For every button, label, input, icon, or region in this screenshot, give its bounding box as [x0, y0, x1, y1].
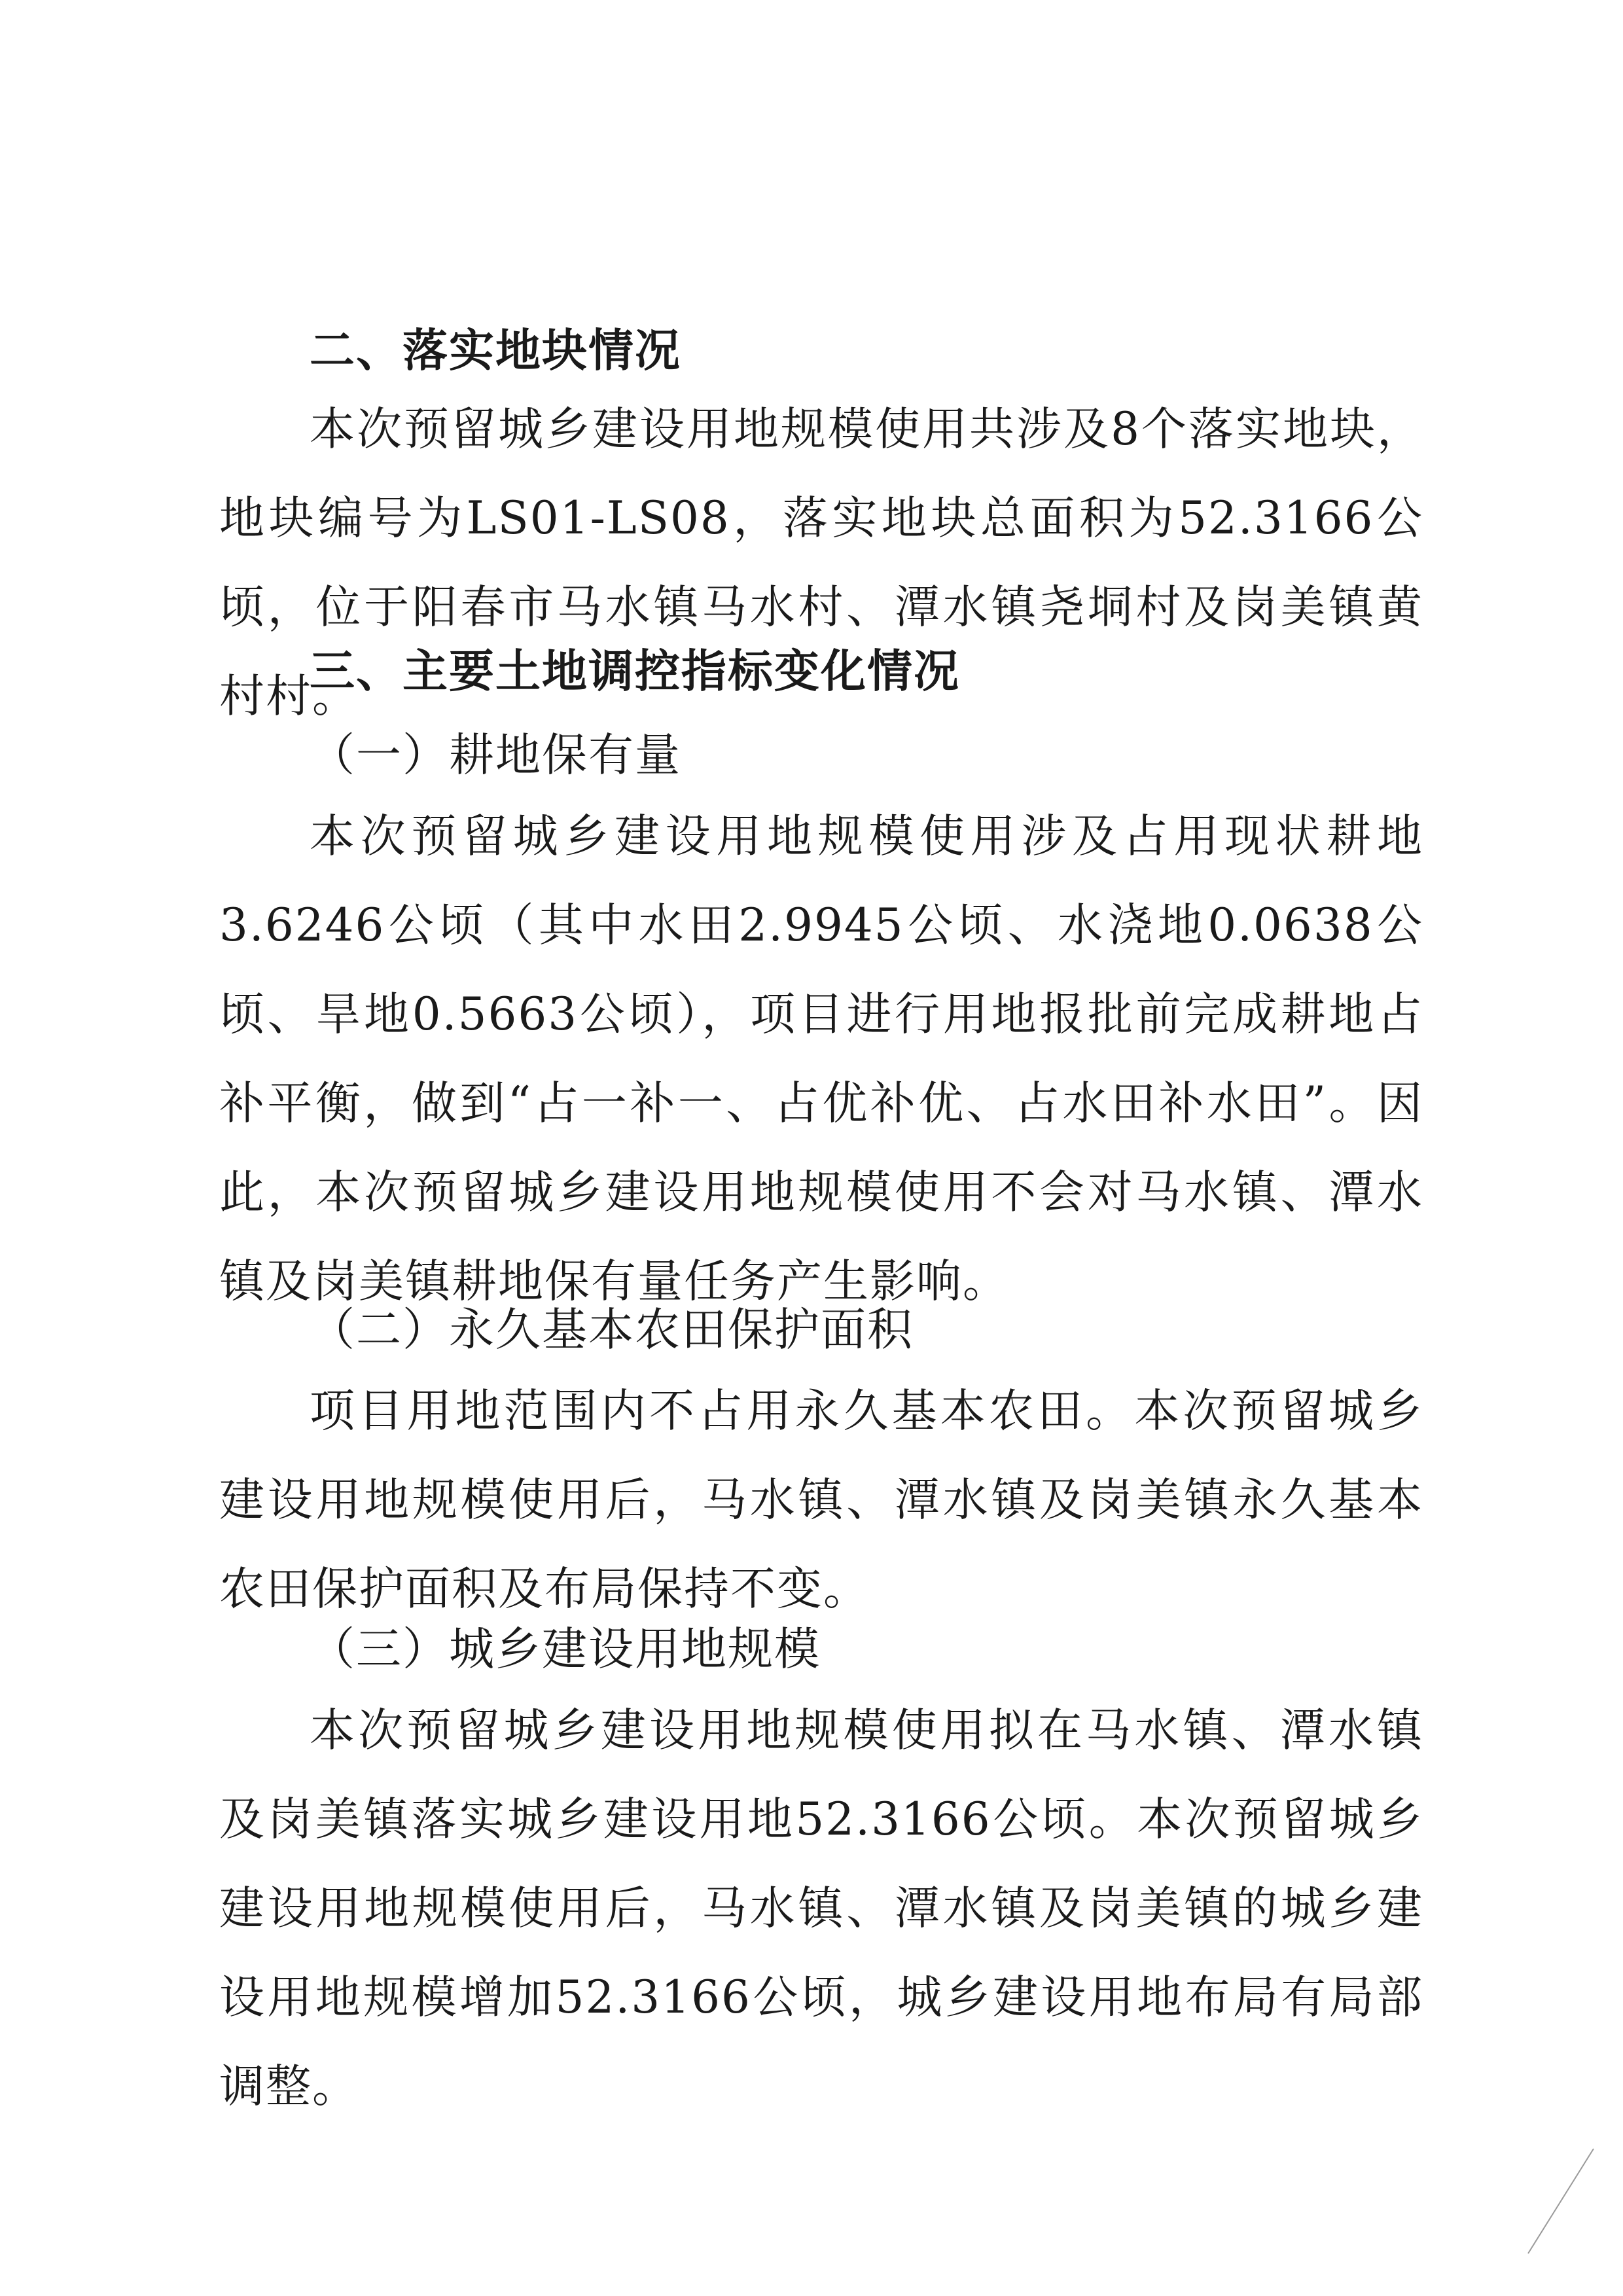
subsection-title-2: （二）永久基本农田保护面积	[310, 1304, 914, 1356]
scan-edge-line	[1525, 2145, 1597, 2257]
subsection-title-3: （三）城乡建设用地规模	[310, 1623, 821, 1676]
section-heading-2: 二、落实地块情况	[310, 325, 681, 377]
subsection-paragraph-3: 本次预留城乡建设用地规模使用拟在马水镇、潭水镇及岗美镇落实城乡建设用地52.3166公顷。本次预留城乡建设用地规模使用后，马水镇、潭水镇及岗美镇的城乡建设用地规模增加52.3166公顷，城乡建设用地布局有局部调整。	[219, 1704, 1423, 2113]
subsection-title-1: （一）耕地保有量	[310, 729, 681, 781]
subsection-paragraph-1: 本次预留城乡建设用地规模使用涉及占用现状耕地3.6246公顷（其中水田2.9945公顷、水浇地0.0638公顷、旱地0.5663公顷），项目进行用地报批前完成耕地占补平衡，做到“占一补一、占优补优、占水田补水田”。因此，本次预留城乡建设用地规模使用不会对马水镇、潭水镇及岗美镇耕地保有量任务产生影响。	[219, 810, 1423, 1308]
section-heading-3: 三、主要土地调控指标变化情况	[310, 645, 960, 698]
section-paragraph-2: 本次预留城乡建设用地规模使用共涉及8个落实地块，地块编号为LS01-LS08，落实地块总面积为52.3166公顷，位于阳春市马水镇马水村、潭水镇尧垌村及岗美镇黄村村。	[219, 403, 1423, 723]
subsection-paragraph-2: 项目用地范围内不占用永久基本农田。本次预留城乡建设用地规模使用后，马水镇、潭水镇及岗美镇永久基本农田保护面积及布局保持不变。	[219, 1385, 1423, 1615]
